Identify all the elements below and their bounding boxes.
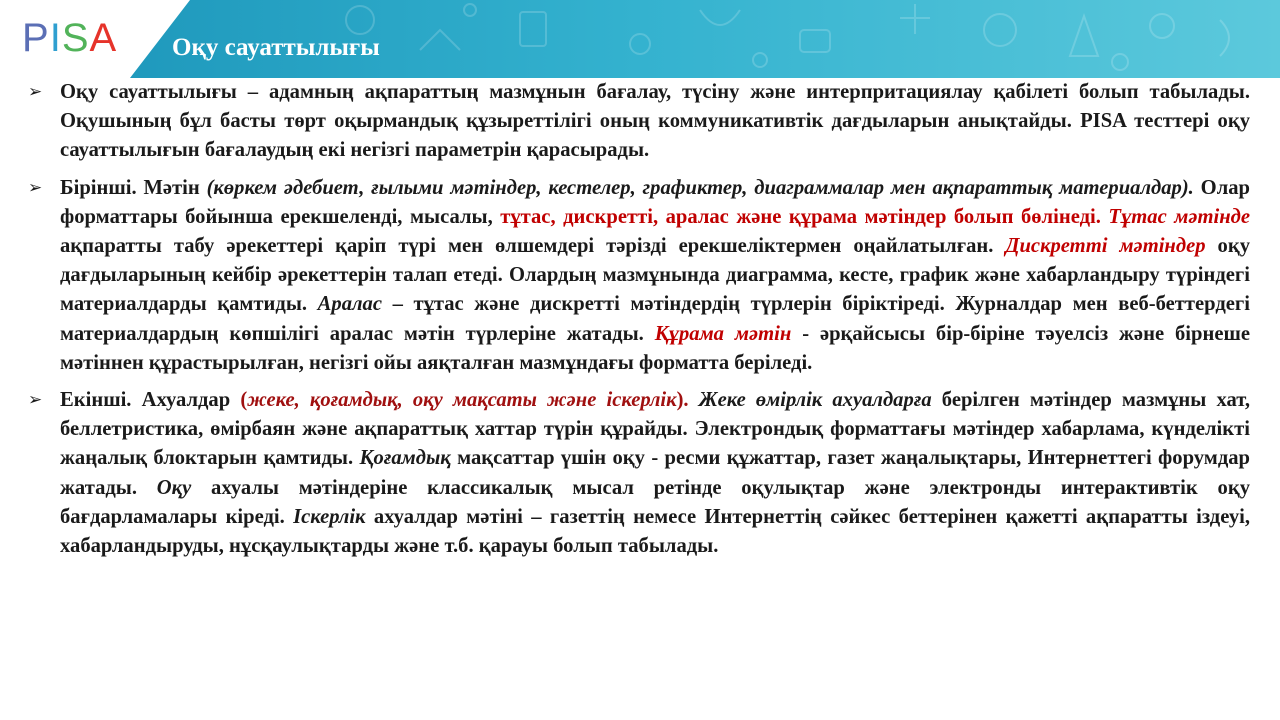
text-span-red-italic: Тұтас мәтінде: [1108, 205, 1250, 228]
logo-letter-i: I: [49, 16, 62, 60]
text-span-red-italic: Дискретті мәтіндер: [1005, 235, 1206, 258]
bullet-arrow-icon: ➢: [28, 390, 43, 411]
logo-letter-a: A: [89, 16, 118, 60]
text-span: мақсаттар үшін оқу - ресми құжаттар, газет жаңалықтары, Интернеттегі форумдар жатады.: [60, 447, 1250, 499]
text-span-italic: Қоғамдық: [359, 447, 451, 470]
paragraph-1: [24, 78, 1250, 166]
text-span-red-italic: Құрама мәтін: [654, 322, 792, 345]
text-span: берілген мәтіндер мазмұны хат, беллетристика, өмірбаян және ақпараттық хаттар түрін құрайды. Электрондық форматтағы мәтіндер хабарлама, күнделікті жаңалық блоктарын қамтиды.: [60, 389, 1250, 470]
text-span: Екінші. Ахуалдар: [60, 389, 241, 412]
text-span: ахуалы мәтіндеріне классикалық мысал ретінде оқулықтар және электронды интерактивтік оқу бағдарламалары кіреді.: [60, 476, 1250, 528]
text-span: оқу дағдыларының кейбір әрекеттерін талап етеді. Олардың мазмұнында диаграмма, кесте, график және хабарландыру түріндегі материалдарды қамтиды.: [60, 235, 1251, 316]
paragraph-2: [24, 174, 1250, 378]
text-span-maroon-italic: жеке, қоғамдық, оқу мақсаты және іскерлік: [247, 389, 677, 412]
paragraph-2-text: [60, 174, 1250, 378]
logo-letter-p: P: [22, 16, 50, 60]
pisa-logo: [22, 12, 117, 64]
header-banner: [0, 0, 1280, 78]
text-span-maroon: ).: [676, 389, 689, 412]
bullet-arrow-icon: ➢: [28, 177, 43, 198]
logo-letter-s: S: [61, 16, 90, 60]
text-span-red: тұтас, дискретті, аралас және құрама мәтіндер болып бөлінеді.: [500, 205, 1101, 228]
text-span-italic: Жеке өмірлік ахуалдарға: [688, 389, 932, 412]
text-span: Бірінші. Мәтін: [60, 176, 207, 199]
text-span-italic: Іскерлік: [293, 505, 366, 528]
paragraph-3: [24, 386, 1250, 561]
bullet-arrow-icon: ➢: [28, 82, 43, 102]
page-title: Оқу сауаттылығы: [172, 34, 380, 61]
text-span: ақпаратты табу әрекеттері қаріп түрі мен өлшемдері тәрізді ерекшеліктермен оңайлатылған.: [60, 235, 1006, 258]
text-span: – тұтас және дискретті мәтіндердің түрлерін біріктіреді. Журналдар мен веб-беттердегі материалдардың көпшілігі аралас мәтін түрлеріне жатады.: [60, 293, 1250, 345]
text-span-italic: Оқу: [156, 476, 192, 499]
text-span-italic: Аралас: [317, 293, 382, 316]
paragraph-3-text: [60, 386, 1250, 561]
text-span-maroon: (: [240, 389, 248, 412]
text-span-italic: (көркем әдебиет, ғылыми мәтіндер, кестелер, графиктер, диаграммалар мен ақпараттық материалдар).: [206, 176, 1194, 199]
text-span: ахуалдар мәтіні – газеттің немесе Интернеттің сәйкес беттерінен қажетті ақпаратты іздеуі, хабарландыруды, нұсқаулықтарды және т.б. қарауы болып табылады.: [60, 505, 1250, 558]
text-span: Олар форматтары бойынша ерекшеленді, мысалы,: [60, 176, 1250, 228]
text-span: - әрқайсысы бір-біріне тәуелсіз және бірнеше мәтіннен құрастырылған, негізгі ойы аяқталған мазмұндағы форматта беріледі.: [60, 322, 1250, 374]
paragraph-1-text: Оқу сауаттылығы – адамның ақпараттың мазмұнын бағалау, түсіну және интерпритациялау қабілеті болып табылады. Оқушының бұл басты төрт оқырмандық құзыреттілігі оның коммуникативтік дағдыларын анықтайды. PISA тесттері оқу сауаттылығын бағалаудың екі негізгі параметрін қарасырады.: [60, 81, 1250, 162]
slide-content: [24, 78, 1250, 561]
